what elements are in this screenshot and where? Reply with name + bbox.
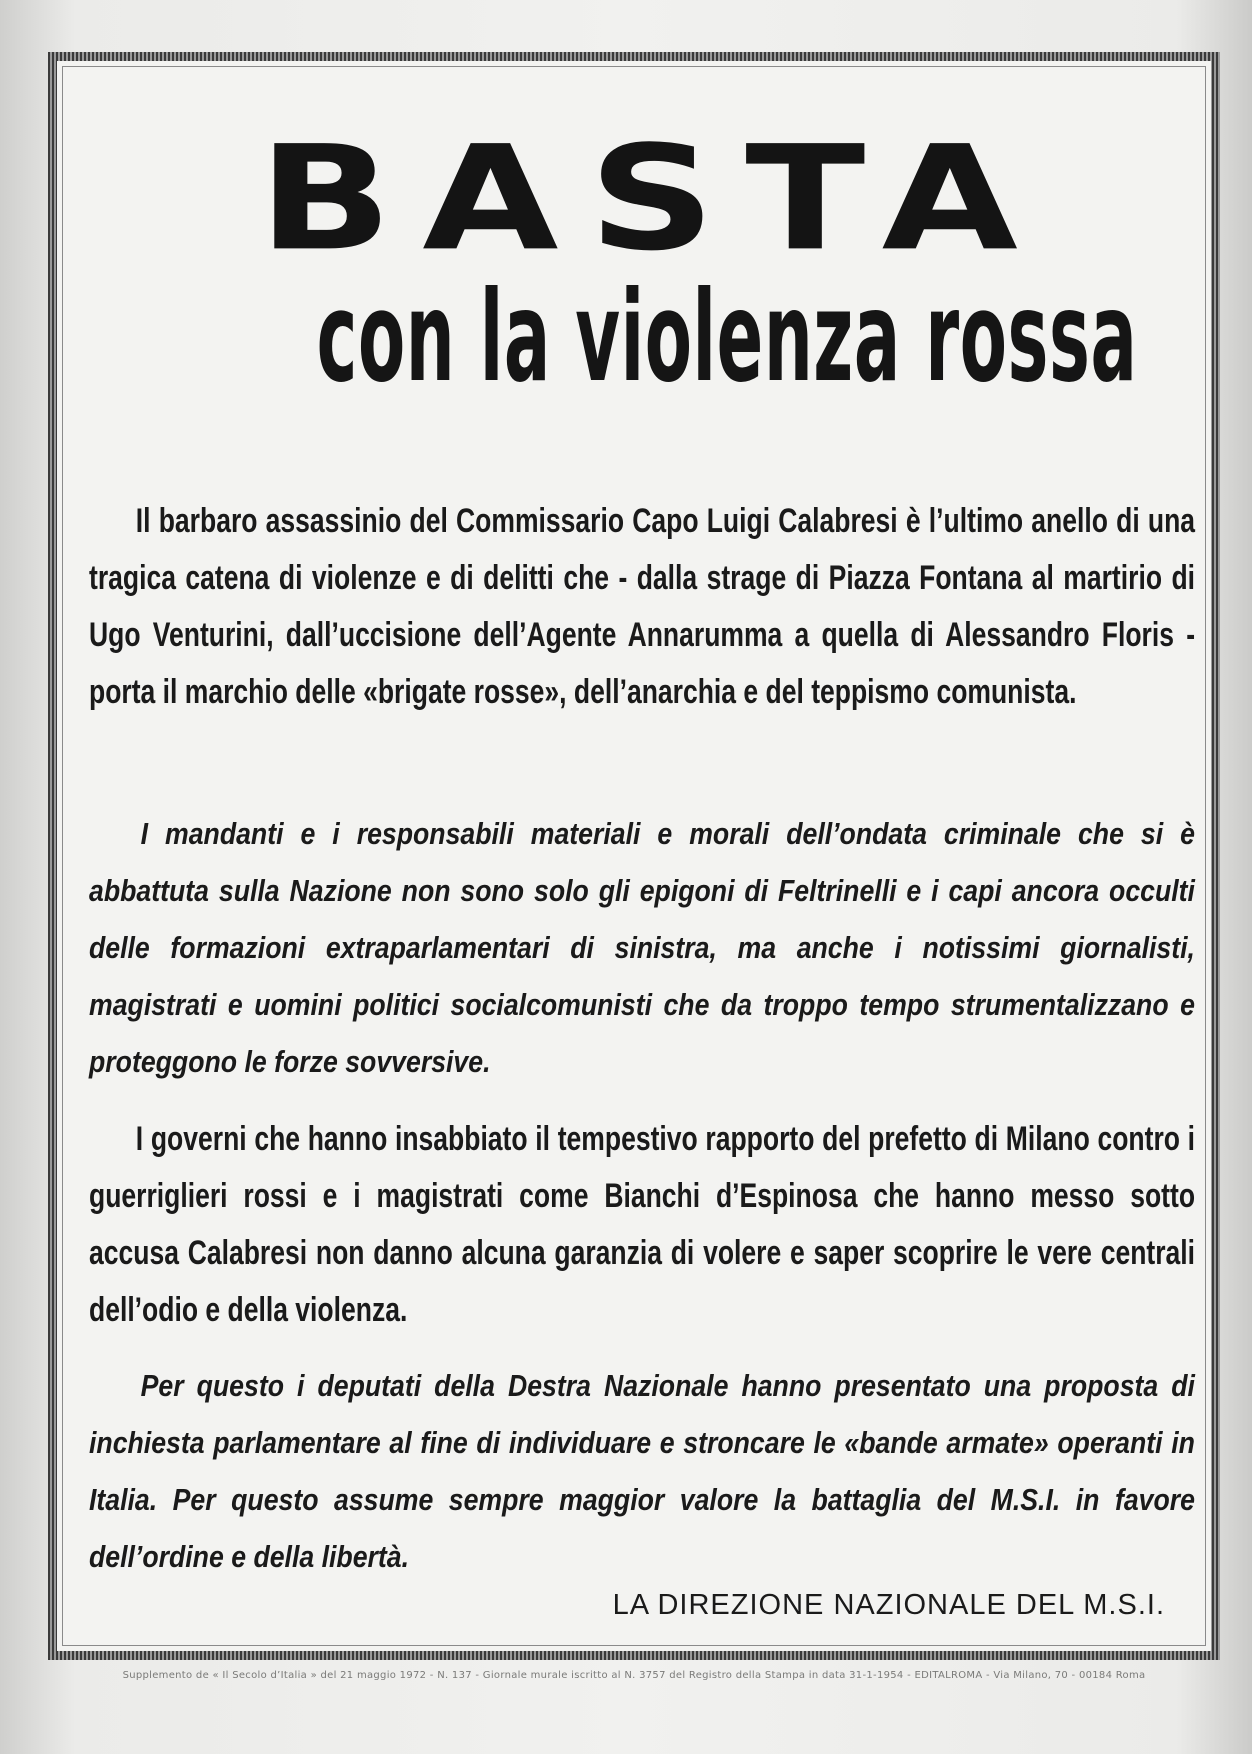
paragraph-text: Per questo i deputati della Destra Nazionale hanno presentato una proposta di inchiesta parlamentare al fine di individuare e stroncare le «bande armate» operanti in Italia. Per questo assume sempre maggior valore la battaglia del M.S.I. in favore dell’ordine e della libertà.: [89, 1368, 1195, 1574]
poster-subheadline: con la violenza rossa: [316, 265, 1138, 410]
paragraph-text: Il barbaro assassinio del Commissario Capo Luigi Calabresi è l’ultimo anello di una tragica catena di violenze e di delitti che - dalla strage di Piazza Fontana al martirio di Ugo Venturini, dall’uccisione dell’Agente Annarumma a quella di Alessandro Floris - porta il marchio delle «brigate rosse», dell’anarchia e del teppismo comunista.: [89, 502, 1196, 711]
paragraph-text: I mandanti e i responsabili materiali e morali dell’ondata criminale che si è abbattuta sulla Nazione non sono solo gli epigoni di Feltrinelli e i capi ancora occulti delle formazioni extraparlamentari di sinistra, ma anche i notissimi giornalisti, magistrati e uomini politici socialcomunisti che da troppo tempo strumentalizzano e proteggono le forze sovversive.: [89, 816, 1195, 1079]
imprint-footer: Supplemento de « Il Secolo d’Italia » del 21 maggio 1972 - N. 137 - Giornale murale iscritto al N. 3757 del Registro della Stampa in data 31-1-1954 - EDITALROMA - Via Milano, 70 - 00184 Roma: [122, 1670, 1146, 1681]
poster-border-frame: [48, 52, 1220, 1660]
paragraph-calabresi: [89, 493, 1195, 721]
paragraph-governi: [89, 1111, 1195, 1339]
paragraph-mandanti: [89, 805, 1195, 1090]
paragraph-destra-nazionale: [89, 1357, 1195, 1585]
signature-line: LA DIREZIONE NAZIONALE DEL M.S.I.: [612, 1589, 1165, 1621]
paragraph-text: I governi che hanno insabbiato il tempestivo rapporto del prefetto di Milano contro i guerriglieri rossi e i magistrati come Bianchi d’Espinosa che hanno messo sotto accusa Calabresi non danno alcuna garanzia di volere e saper scoprire le vere centrali dell’odio e della violenza.: [89, 1120, 1196, 1329]
poster-headline: BASTA: [258, 114, 1048, 283]
